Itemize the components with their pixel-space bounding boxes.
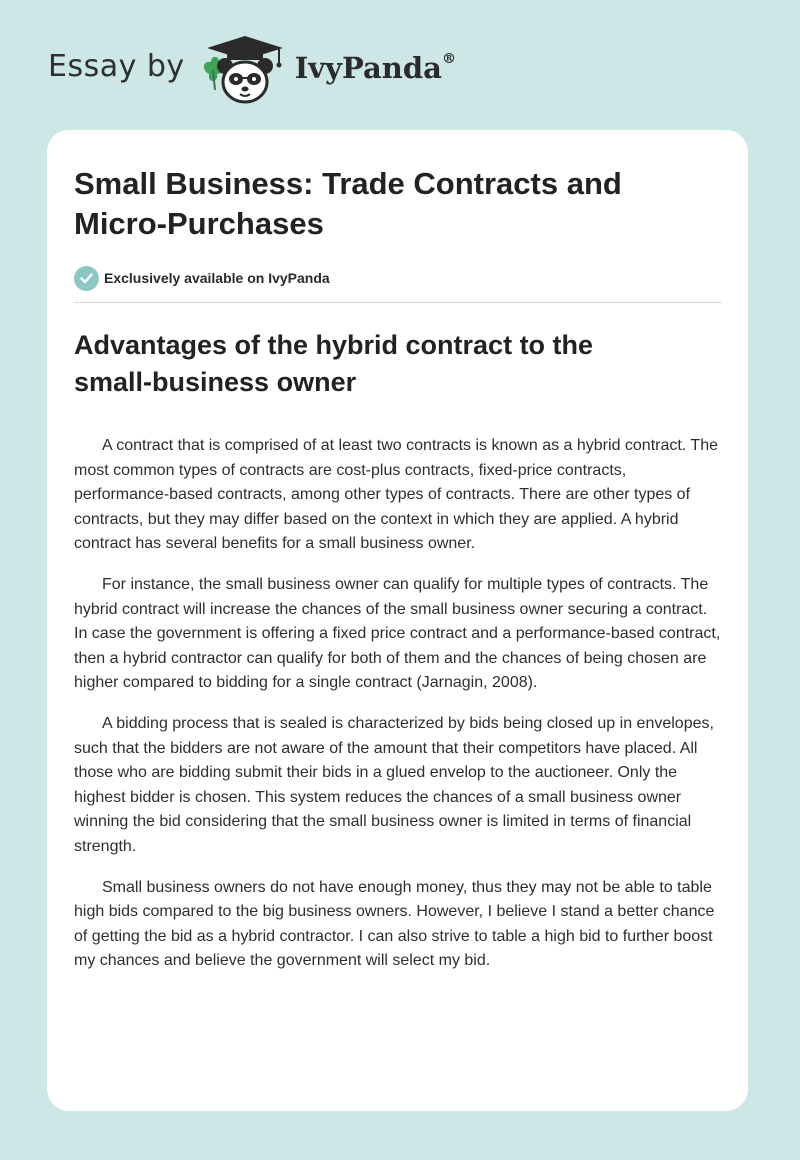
site-brand[interactable] <box>48 34 456 106</box>
paragraph: A bidding process that is sealed is characterized by bids being closed up in envelopes, such that the bidders are not aware of the amount that their competitors have placed. All those who are bidding submit their bids in a glued envelop to the auctioneer. Only the highest bidder is chosen. This system reduces the chances of a small business owner winning the bid considering that the small business owner is limited in terms of financial strength. <box>74 714 714 855</box>
exclusive-label: Exclusively available on IvyPanda <box>104 270 330 286</box>
paragraph: For instance, the small business owner can qualify for multiple types of contracts. The hybrid contract will increase the chances of the small business owner securing a contract. In case the government is offering a fixed price contract and a performance-based contract, then a hybrid contractor can qualify for both of them and the chances of being chosen are higher compared to bidding for a single contract (Jarnagin, 2008). <box>74 575 721 692</box>
brand-prefix: Essay by <box>48 48 185 84</box>
essay-card <box>47 130 748 1111</box>
registered-mark: ® <box>441 51 456 68</box>
essay-title: Small Business: Trade Contracts and Micro-Purchases <box>74 166 622 241</box>
divider <box>74 302 722 303</box>
paragraph: Small business owners do not have enough money, thus they may not be able to table high bids compared to the big business owners. However, I believe I stand a better chance of getting the bid as a hybrid contractor. I can also strive to table a high bid to further boost my chances and believe the government will select my bid. <box>74 878 715 970</box>
check-circle-icon <box>74 266 99 291</box>
section-heading: Advantages of the hybrid contract to the small-business owner <box>74 330 594 397</box>
brand-name: IvyPanda® <box>294 51 456 85</box>
paragraph: A contract that is comprised of at least two contracts is known as a hybrid contract. The most common types of contracts are cost-plus contracts, fixed-price contracts, performance-based contracts, among other types of contracts. There are other types of contracts, but they may differ based on the context in which they are applied. A hybrid contract has several benefits for a small business owner. <box>74 437 718 553</box>
panda-graduate-logo-icon <box>199 34 291 106</box>
exclusive-badge <box>74 265 722 291</box>
